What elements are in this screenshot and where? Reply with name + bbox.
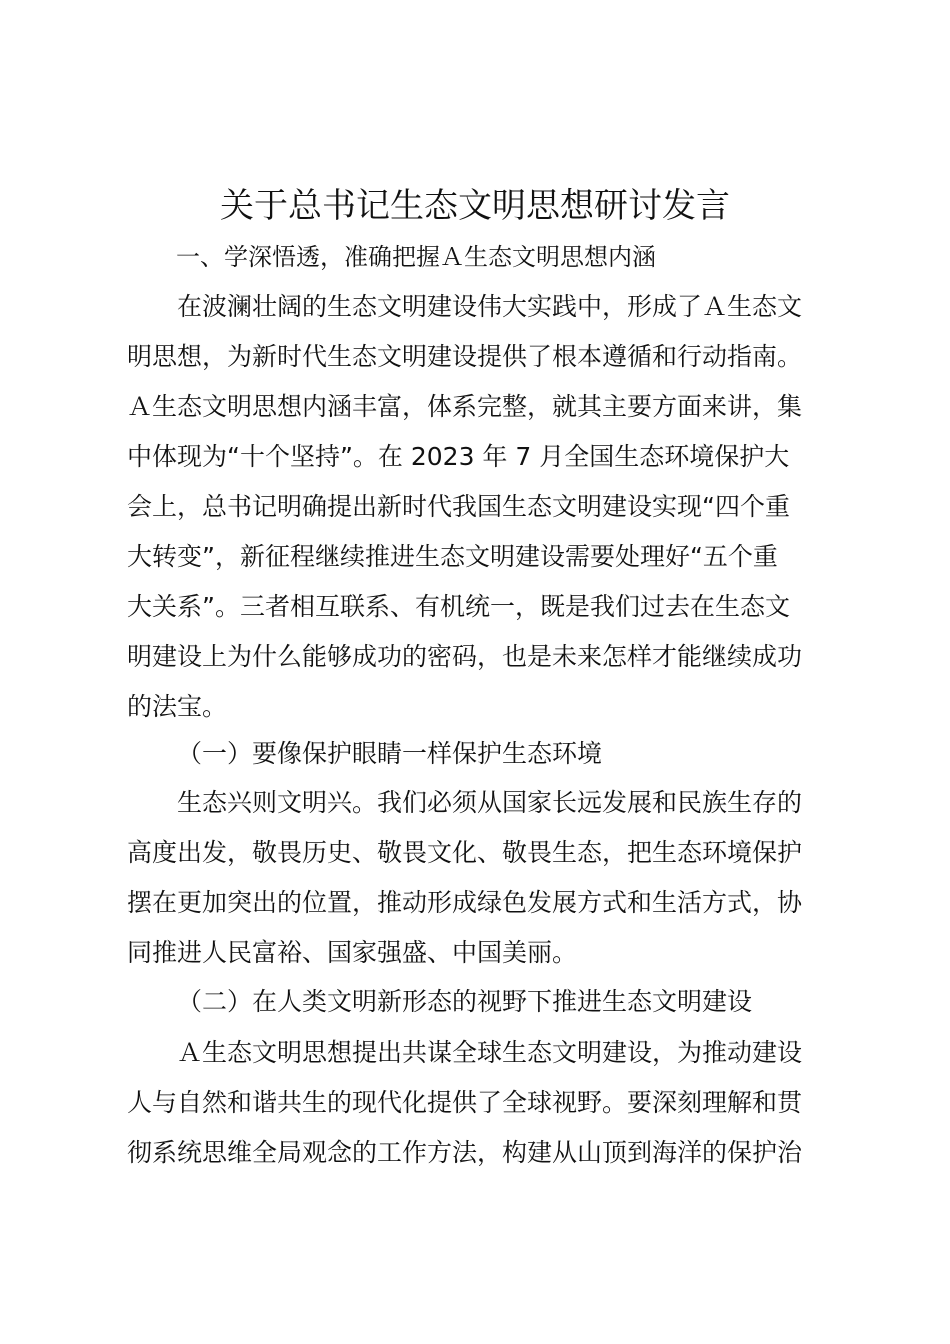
paragraph-line: 在波澜壮阔的生态文明建设伟大实践中，形成了Ａ生态文 [177, 292, 803, 321]
paragraph-line: 同推进人民富裕、国家强盛、中国美丽。 [127, 938, 578, 967]
paragraph-line: 会上，总书记明确提出新时代我国生态文明建设实现“四个重 [127, 492, 790, 521]
section-heading: 一、学深悟透，准确把握Ａ生态文明思想内涵 [176, 243, 656, 271]
document-title: 关于总书记生态文明思想研讨发言 [220, 186, 730, 226]
paragraph-line: 大关系”。三者相互联系、有机统一，既是我们过去在生态文 [127, 592, 790, 621]
paragraph-line: 人与自然和谐共生的现代化提供了全球视野。要深刻理解和贯 [127, 1088, 803, 1117]
paragraph-line: 明思想，为新时代生态文明建设提供了根本遵循和行动指南。 [127, 342, 803, 371]
paragraph-line: 的法宝。 [127, 692, 228, 721]
subsection-heading: （二）在人类文明新形态的视野下推进生态文明建设 [177, 987, 753, 1016]
paragraph-line: 生态兴则文明兴。我们必须从国家长远发展和民族生存的 [177, 788, 803, 817]
subsection-heading: （一）要像保护眼睛一样保护生态环境 [177, 739, 603, 768]
paragraph-line: 摆在更加突出的位置，推动形成绿色发展方式和生活方式，协 [127, 888, 803, 917]
paragraph-line: 彻系统思维全局观念的工作方法，构建从山顶到海洋的保护治 [127, 1138, 803, 1167]
paragraph-line: Ａ生态文明思想提出共谋全球生态文明建设，为推动建设 [177, 1038, 803, 1067]
paragraph-line: 大转变”，新征程继续推进生态文明建设需要处理好“五个重 [127, 542, 778, 571]
paragraph-line: Ａ生态文明思想内涵丰富，体系完整，就其主要方面来讲，集 [127, 392, 803, 421]
paragraph-line: 高度出发，敬畏历史、敬畏文化、敬畏生态，把生态环境保护 [127, 838, 803, 867]
paragraph-line: 中体现为“十个坚持”。在 2023 年 7 月全国生态环境保护大 [127, 442, 790, 471]
paragraph-line: 明建设上为什么能够成功的密码，也是未来怎样才能继续成功 [127, 642, 803, 671]
